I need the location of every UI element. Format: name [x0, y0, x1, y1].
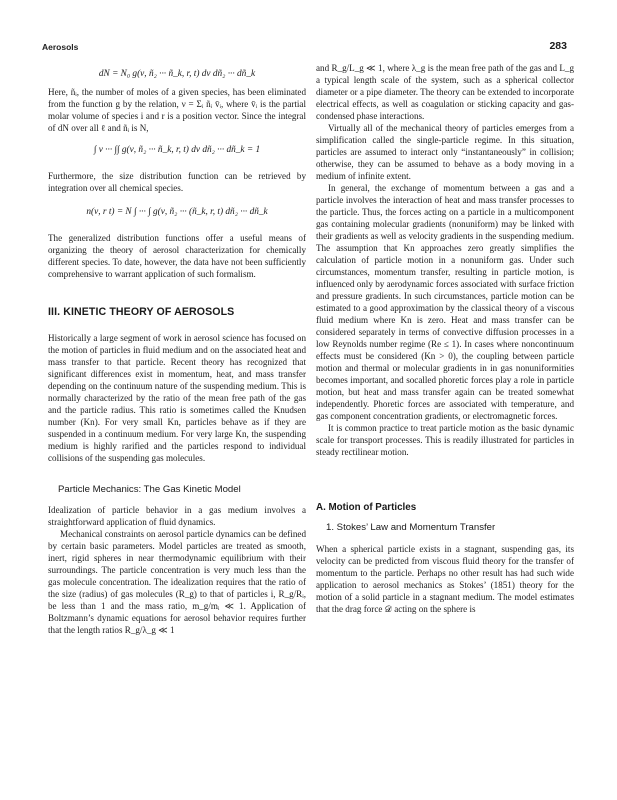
equation-1: dN = N₀ g(ν, ñ₂ ··· ñ_k, r, t) dν dñ₂ ··· dñ_k: [98, 69, 256, 79]
left-column: [48, 62, 306, 636]
page-number: 283: [549, 40, 567, 52]
subsection-heading: Particle Mechanics: The Gas Kinetic Model: [58, 484, 241, 495]
paragraph: and R_g/L_g ≪ 1, where λ_g is the mean free path of the gas and L_g a typical length scale of the system, such as a spherical collector diameter or a pipe diameter. The theory can be extended to incorporate electrical effects, as well as coagulation or sticking capacity and gas-condensed phase interactions.: [316, 63, 574, 121]
paragraph: In general, the exchange of momentum between a gas and a particle involves the interaction of heat and mass transfer processes to the particle. Thus, the forces acting on a particle in a multicomponent gas containing molecular gradients (nonuniform) may be linked with their gradients as well as velocity gradients in the suspending medium. The assumption that Kn approaches zero greatly simplifies the calculation of particle motion in a nonuniform gas. Under such circumstances, momentum transfer, resulting in particle motion, is influenced only by aerodynamic forces associated with surface friction and pressure gradients. In such circumstances, particle motion can be estimated to a good approximation by the classical theory of a viscous fluid medium where Kn is zero. Heat and mass transfer can be considered separately in terms of convective diffusion processes in a low Reynolds number regime (Re ≤ 1). In cases where noncontinuum effects must be considered (Kn > 0), the coupling between particle motion and thermal or molecular gradients in in gas nonuniformities becomes important, and socalled phoretic forces play a role in particle motion, but heat and mass transfer again can be treated somewhat independently. Phoretic forces are associated with temperature, and gas component concentration gradients, or electromagnetic forces.: [316, 183, 574, 421]
paragraph: Mechanical constraints on aerosol particle dynamics can be defined by certain basic parameters. Model particles are treated as smooth, inert, rigid spheres in near thermodynamic equilibrium with their surroundings. The particle concentration is very much less than the gas molecule concentration. The idealization requires that the ratio of the size (radius) of gas molecules (R_g) to that of particles i, R_g/Rᵢ, be less than 1 and the mass ratio, m_g/mᵢ ≪ 1. Application of Boltzmann’s dynamic equations for aerosol behavior requires further that the length ratios R_g/λ_g ≪ 1: [48, 529, 306, 635]
running-head: Aerosols: [42, 42, 79, 52]
paragraph: The generalized distribution functions offer a useful means of organizing the theory of aerosol characterization for chemically different species. To date, however, the data have not been sufficiently comprehensive to warrant application of such formalism.: [48, 233, 306, 279]
paragraph: Here, ñᵢ, the number of moles of a given species, has been eliminated from the function g by the relation, ν = Σᵢ ñᵢ v̄ᵢ, where v̄ᵢ is the partial molar volume of species i and r is a position vector. Since the integral of dN over all ℓ and ñᵢ is N,: [48, 87, 306, 133]
equation-2: ∫ ν ··· ∫∫ g(ν, ñ₂ ··· ñ_k, r, t) dν dñ₂ ··· dñ_k = 1: [93, 145, 261, 155]
right-column: [316, 62, 574, 615]
subsection-heading: 1. Stokes’ Law and Momentum Transfer: [326, 522, 496, 533]
paragraph: Furthermore, the size distribution function can be retrieved by integration over all chemical species.: [48, 171, 306, 193]
paragraph: Virtually all of the mechanical theory of particles emerges from a simplification called the single-particle regime. In this situation, particles are assumed to interact only “instantaneously” in collision; otherwise, they can be assumed to behave as a body moving in a medium of infinite extent.: [316, 123, 574, 181]
paragraph: Historically a large segment of work in aerosol science has focused on the motion of particles in fluid medium and on the associated heat and mass transfer to that particle. Recent theory has recognized that significant differences exist in momentum, heat, and mass transfer depending on the continuum nature of the suspending medium. This is normally characterized by the ratio of the mean free path of the gas and the particle radius. This ratio is sometimes called the Knudsen number (Kn). For very small Kn, particles behave as if they are suspended in a continuum medium. For very large Kn, the suspending medium is highly rarified and the particles respond to individual collisions of the suspending gas molecules.: [48, 333, 306, 463]
section-heading: A. Motion of Particles: [316, 502, 417, 513]
section-heading: III. KINETIC THEORY OF AEROSOLS: [48, 306, 235, 318]
paragraph: Idealization of particle behavior in a gas medium involves a straightforward application of fluid dynamics.: [48, 505, 306, 527]
paragraph: It is common practice to treat particle motion as the basic dynamic scale for transport processes. This is readily illustrated for particles in steady rectilinear motion.: [316, 423, 574, 457]
paragraph: When a spherical particle exists in a stagnant, suspending gas, its velocity can be predicted from viscous fluid theory for the transfer of momentum to the particle. Perhaps no other result has had such wide application to aerosol mechanics as Stokes’ (1851) theory for the motion of a solid particle in a stagnant medium. The model estimates that the drag force 𝒟 acting on the sphere is: [316, 544, 574, 614]
equation-3: n(ν, r t) = N ∫ ··· ∫ g(ν, ñ₂ ··· (ñ_k, r, t) dñ₂ ··· dñ_k: [86, 207, 268, 217]
